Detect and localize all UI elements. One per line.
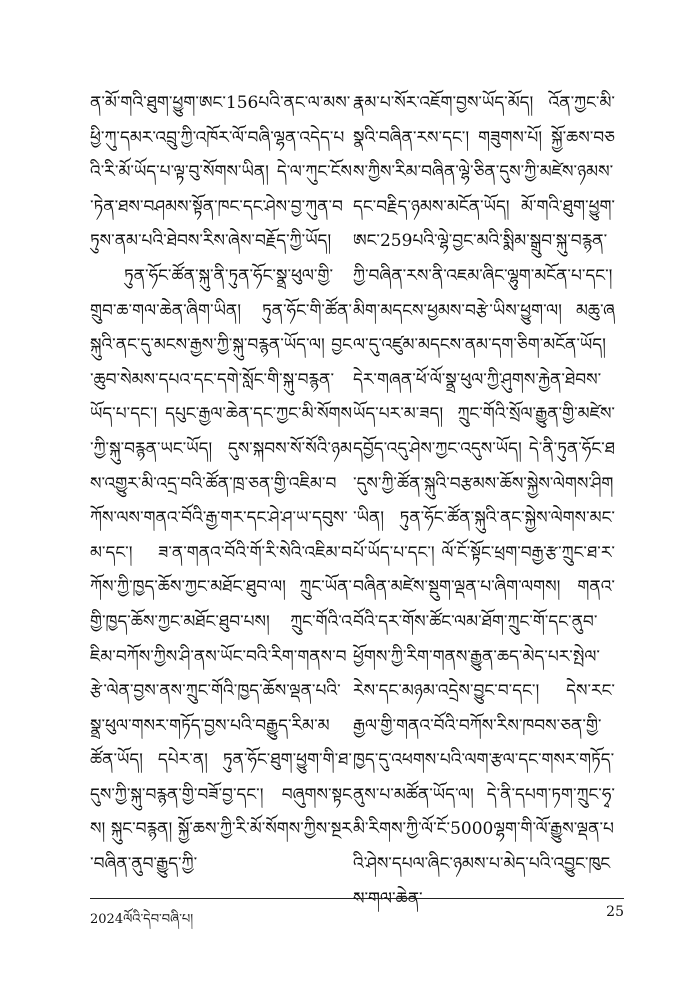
right-column	[353, 86, 615, 916]
footer-divider	[90, 898, 624, 899]
right-paragraph-1: རྣམ་པ་སོར་འཇོག་བྱས་ཡོད་མོད། འོན་ཀྱང་མི་སྣའི་བཞིན་རས་དང་། གཟུགས་པོ། སྐྱོ་ཆས་བཅས་ཀྱིས་རིམ་བཞིན་ལྷེ་ཅིན་དུས་ཀྱི་མཛེས་ཉམས་དང་བརྗིད་ཉམས་མངོན་ཡོད། མོ་གའི་ཐུག་ཕྱུག་ཨང་259པའི་ལྷེ་བྱང་མའི་སྨིམ་སྒྲུབ་སྐུ་བརྙན་ཀྱི་བཞིན་རས་ནི་འཇམ་ཞིང་ལྷུག་མངོན་པ་དང་། མིག་མདངས་ཕྱམས་བརྩེ་ཡིས་ཕྱུག་ལ། མཆུ་ཞལ་དུ་འཛུམ་མདངས་ནམ་དག་ཅིག་མངོན་ཡོད། དེར་གཞན་ཕོ་ལོ་སྣྲ་ཕུལ་ཀྱི་ཤུགས་རྐྱེན་ཐེབས་ཡོད་པར་མ་ཟད། ཀྲུང་གོའི་སྲོལ་རྒྱུན་གྱི་མཛེས་དབྱོད་འདུ་ཤེས་ཀྱང་འདུས་ཡོད། དེ་ནི་ཏུན་ཧོང་ཐ་དུས་ཀྱི་ཚོན་སྐུའི་བརྩམས་ཆོས་སྐྱེས་ལེགས་ཤིག་ཡིན། ཏུན་ཧོང་ཚོན་སྐུའི་ནང་སྐྱེས་ལེགས་མང་པོ་ཡོད་པ་དང་། ལོ་ངོ་སྟོང་ཕྲག་བརྒྱ་རྩ་ཀྲུང་ཐ་ར་བཞིན་མཛེས་སྡུག་ལྡན་པ་ཞིག་ལགས། གནའ་བོའི་དར་གོས་ཚོང་ལམ་ཐོག་ཀྲུང་གོ་དང་ནུབ་ཕྱོགས་ཀྱི་རིག་གནས་རྒྱུན་ཆད་མེད་པར་སྤེལ་རེས་དང་མཉམ་འདྲེས་བྱུང་བ་དང་། དེས་རང་རྒྱལ་གྱི་གནའ་བོའི་བཀོས་རིས་ཁབས་ཅན་གྱི་ཁྱད་དུ་འཕགས་པའི་ལག་རྩལ་དང་གསར་གཏོད་ནུས་པ་མཚོན་ཡོད་ལ། དེ་ནི་དཔག་ཏག་ཀྲུང་ཧྭ་མི་རིགས་ཀྱི་ལོ་ངོ་5000ལྷག་གི་ལོ་རྒྱུས་ལྡན་པའི་ཤེས་དཔལ་ཞིང་ཉམས་པ་མེད་པའི་འབྱུང་ཁུངས་གལ་ཆེན་	[353, 93, 615, 909]
left-paragraph-1: ན་མོ་གའི་ཐུག་ཕྱུག་ཨང་156པའི་ནང་ལ་མས་ཕྱི་ཀུ་དམར་འབྲུ་ཀྱི་འཁོར་ལོ་བཞི་ལྷན་འདེད་པའི་རི་མོ་ཡོད་པ་ལྟ་བུ་སོགས་ཡིན། དེ་ལ་ཀུང་ངོས་ཏེན་ཐས་བཤམས་སྟོན་ཁང་དང་ཤེས་བྱ་ཀུན་བཏུས་ནམ་པའི་ཐེབས་རིས་ཞེས་བརྗོད་ཀྱི་ཡོད།	[90, 93, 352, 252]
left-paragraph-2: ཏུན་ཧོང་ཚོན་སྐུ་ནི་ཏུན་ཧོང་སྣྲ་ཕུལ་གྱི་གྲུབ་ཆ་གལ་ཆེན་ཞིག་ཡིན། ཏུན་ཧོང་གི་ཚོན་སྐུའི་ནང་དུ་མངས་རྒྱས་ཀྱི་སྐུ་བརྙན་ཡོད་ལ། བྱང་ཆུབ་སེམས་དཔའ་དང་དགེ་སློང་གི་སྐུ་བརྙན་ཡོད་པ་དང་། དཔུང་རྒྱལ་ཆེན་དང་ཀྱང་མི་སོགས་ཀྱི་སྐུ་བརྙན་ཡང་ཡོད། དུས་སྐབས་སོ་སོའི་ཉམས་འགྱུར་མི་འདྲ་བའི་ཚོན་ཁྲ་ཅན་གྱི་འཇིམ་བཀོས་ལས་གནའ་བོའི་རྒྱ་གར་དང་ཤེ་ཤ་ཡ་དབུས་མ་དང་། ཟ་ན་གནའ་བོའི་གོ་རི་སེའི་འཇིམ་བཀོས་ཀྱི་ཁྱད་ཆོས་ཀྱང་མཐོང་ཐུབ་ལ། ཀྲུང་ཡོན་གྱི་ཁྱད་ཆོས་ཀྱང་མཐོང་ཐུབ་པས། ཀྲུང་གོའི་འཇིམ་བཀོས་ཀྱིས་ཤི་ནས་ཡོང་བའི་རིག་གནས་བརྩེ་ལེན་བྱས་ནས་ཀྲུང་གོའི་ཁྱད་ཆོས་ལྡན་པའི་སྣྲ་ཕུལ་གསར་གཏོད་བྱས་པའི་བརྒྱུད་རིམ་མཚོན་ཡོད། དཔེར་ན། ཏུན་ཧོང་ཐུག་ཕྱུག་གི་ཐ་དུས་ཀྱི་སྐུ་བརྙན་གྱི་བཟོ་བྱ་དང་། བཞུགས་སྟངས། སྐུང་བརྙན། སྐྱོ་ཆས་ཀྱི་རི་མོ་སོགས་ཀྱིས་སྔར་བཞིན་ནུབ་རྒྱུད་ཀྱི་	[90, 265, 352, 875]
page-number: 25	[606, 904, 624, 920]
left-column	[90, 86, 352, 882]
journal-issue-label: 2024ལོའི་དེབ་བཞི་པ།	[90, 912, 194, 927]
